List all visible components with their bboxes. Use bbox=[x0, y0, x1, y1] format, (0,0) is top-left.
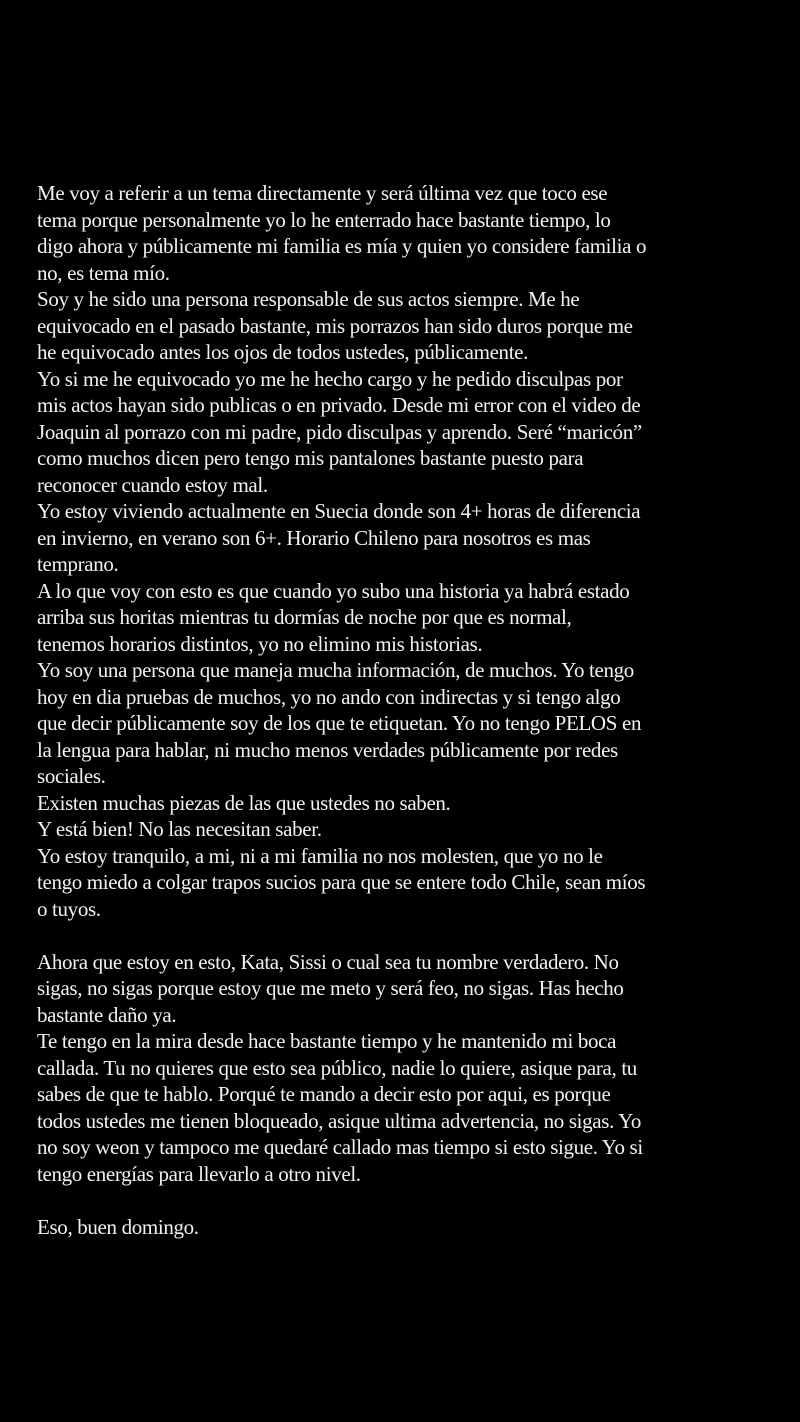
text-line: Ahora que estoy en esto, Kata, Sissi o cual sea tu nombre verdadero. No bbox=[37, 949, 619, 974]
text-line: sociales. bbox=[37, 764, 106, 788]
text-line: como muchos dicen pero tengo mis pantalones bastante puesto para bbox=[37, 446, 584, 470]
text-block bbox=[37, 1214, 787, 1241]
text-line: Yo estoy tranquilo, a mi, ni a mi familia no nos molesten, que yo no le bbox=[37, 843, 603, 868]
text-line: bastante daño ya. bbox=[37, 1002, 177, 1027]
text-line: hoy en dia pruebas de muchos, yo no ando con indirectas y si tengo algo bbox=[37, 684, 621, 709]
text-line: Yo soy una persona que maneja mucha información, de muchos. Yo tengo bbox=[37, 658, 634, 682]
story-text bbox=[37, 180, 787, 1240]
text-line: no, es tema mío. bbox=[37, 260, 170, 285]
text-line: tengo energías para llevarlo a otro nivel. bbox=[37, 1161, 361, 1186]
text-line: sabes de que te hablo. Porqué te mando a decir esto por aqui, es porque bbox=[37, 1082, 611, 1106]
text-line: Soy y he sido una persona responsable de sus actos siempre. Me he bbox=[37, 287, 580, 311]
text-block bbox=[37, 949, 787, 1188]
text-line: tengo miedo a colgar trapos sucios para que se entere todo Chile, sean míos bbox=[37, 870, 646, 894]
text-line: Me voy a referir a un tema directamente y será última vez que toco ese bbox=[37, 181, 608, 205]
paragraph-spacer bbox=[37, 1187, 787, 1214]
text-line: A lo que voy con esto es que cuando yo subo una historia ya habrá estado bbox=[37, 578, 630, 603]
text-block bbox=[37, 180, 787, 922]
text-line: todos ustedes me tienen bloqueado, asique ultima advertencia, no sigas. Yo bbox=[37, 1108, 641, 1133]
text-line: la lengua para hablar, ni mucho menos verdades públicamente por redes bbox=[37, 737, 618, 762]
text-line: Yo estoy viviendo actualmente en Suecia donde son 4+ horas de diferencia bbox=[37, 499, 641, 523]
text-line: en invierno, en verano son 6+. Horario Chileno para nosotros es mas bbox=[37, 525, 591, 550]
text-line: reconocer cuando estoy mal. bbox=[37, 472, 268, 497]
text-line: tema porque personalmente yo lo he enterrado hace bastante tiempo, lo bbox=[37, 207, 611, 232]
text-line: tenemos horarios distintos, yo no elimino mis historias. bbox=[37, 631, 483, 656]
text-line: digo ahora y públicamente mi familia es mía y quien yo considere familia o bbox=[37, 234, 647, 258]
text-line: Existen muchas piezas de las que ustedes no saben. bbox=[37, 790, 451, 815]
text-line: que decir públicamente soy de los que te etiquetan. Yo no tengo PELOS en bbox=[37, 711, 642, 735]
text-line: Eso, buen domingo. bbox=[37, 1214, 199, 1239]
text-line: Y está bien! No las necesitan saber. bbox=[37, 817, 322, 841]
text-line: sigas, no sigas porque estoy que me meto y será feo, no sigas. Has hecho bbox=[37, 976, 624, 1000]
paragraph-spacer bbox=[37, 922, 787, 949]
text-line: callada. Tu no quieres que esto sea público, nadie lo quiere, asique para, tu bbox=[37, 1055, 637, 1080]
text-line: equivocado en el pasado bastante, mis porrazos han sido duros porque me bbox=[37, 313, 633, 338]
text-line: o tuyos. bbox=[37, 896, 101, 921]
text-line: Te tengo en la mira desde hace bastante tiempo y he mantenido mi boca bbox=[37, 1029, 617, 1053]
text-line: no soy weon y tampoco me quedaré callado mas tiempo si esto sigue. Yo si bbox=[37, 1135, 643, 1159]
text-line: Joaquin al porrazo con mi padre, pido disculpas y aprendo. Seré “maricón” bbox=[37, 419, 642, 444]
text-line: mis actos hayan sido publicas o en privado. Desde mi error con el video de bbox=[37, 393, 641, 417]
text-line: arriba sus horitas mientras tu dormías de noche por que es normal, bbox=[37, 605, 572, 629]
text-line: temprano. bbox=[37, 552, 119, 576]
text-line: Yo si me he equivocado yo me he hecho cargo y he pedido disculpas por bbox=[37, 366, 623, 391]
text-line: he equivocado antes los ojos de todos ustedes, públicamente. bbox=[37, 340, 529, 364]
